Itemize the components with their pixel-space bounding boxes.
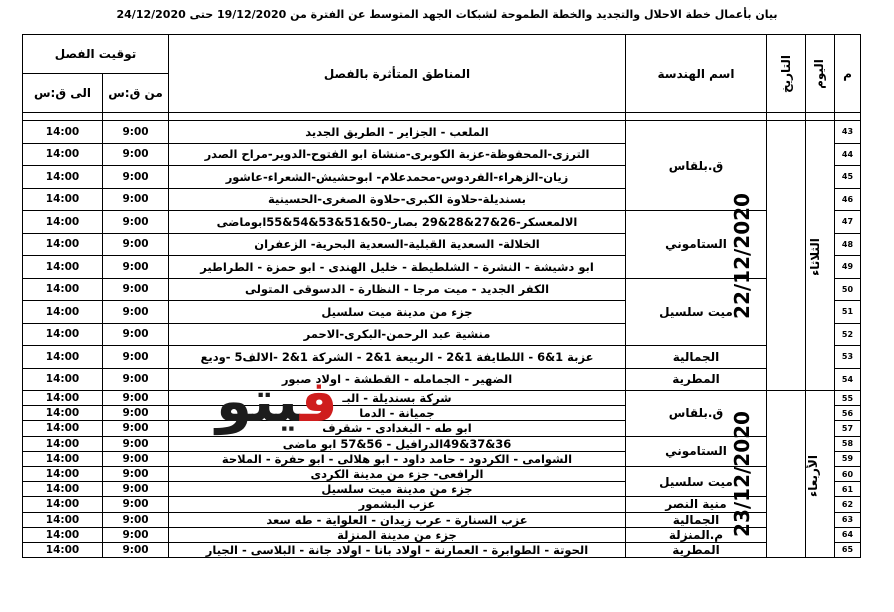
area-cell: الخلالة- السعدية القبلية-السعدية البحرية- الزعفران: [169, 233, 626, 256]
time-from: 9:00: [103, 466, 169, 481]
row-seq: 65: [835, 542, 861, 557]
time-from: 9:00: [103, 301, 169, 324]
area-cell: جميانة - الدما: [169, 406, 626, 421]
row-seq: 51: [835, 301, 861, 324]
row-seq: 60: [835, 466, 861, 481]
time-from: 9:00: [103, 233, 169, 256]
row-seq: 62: [835, 497, 861, 512]
time-to: 14:00: [23, 323, 103, 346]
time-from: 9:00: [103, 421, 169, 436]
row-seq: 56: [835, 406, 861, 421]
time-to: 14:00: [23, 466, 103, 481]
row-seq: 43: [835, 121, 861, 144]
time-to: 14:00: [23, 121, 103, 144]
time-from: 9:00: [103, 188, 169, 211]
time-from: 9:00: [103, 256, 169, 279]
time-to: 14:00: [23, 436, 103, 451]
day-label: الأربعاء: [806, 454, 821, 497]
header-date-label: التاريخ: [778, 54, 793, 93]
area-cell: الرافعى- جزء من مدينة الكردى: [169, 466, 626, 481]
document-title: بيان بأعمال خطة الاحلال والتجديد والخطة الطموحة لشبكات الجهد المتوسط عن الفترة من 19/12/2020 حتى 24/12/2020: [116, 8, 778, 21]
spacer-cell: [103, 113, 169, 121]
time-from: 9:00: [103, 527, 169, 542]
spacer-cell: [626, 113, 767, 121]
engineering-cell: الستاموني: [626, 211, 767, 279]
time-to: 14:00: [23, 391, 103, 406]
row-seq: 45: [835, 166, 861, 189]
schedule-body: [23, 113, 861, 558]
time-from: 9:00: [103, 542, 169, 557]
time-to: 14:00: [23, 482, 103, 497]
spacer-cell: [23, 113, 103, 121]
row-seq: 58: [835, 436, 861, 451]
area-cell: الملعب - الجزاير - الطريق الجديد: [169, 121, 626, 144]
time-from: 9:00: [103, 512, 169, 527]
schedule-table-wrap: [22, 34, 860, 558]
header-day: [806, 35, 835, 113]
date-label: 22/12/2020: [730, 192, 755, 319]
header-date: [767, 35, 806, 113]
time-from: 9:00: [103, 368, 169, 391]
row-seq: 59: [835, 451, 861, 466]
table-row: [23, 346, 861, 369]
area-cell: عزب البشمور: [169, 497, 626, 512]
time-to: 14:00: [23, 143, 103, 166]
time-to: 14:00: [23, 211, 103, 234]
header-from: من ق:س: [103, 74, 169, 113]
day-cell: [806, 121, 835, 391]
time-to: 14:00: [23, 368, 103, 391]
header-areas: المناطق المتأثرة بالفصل: [169, 35, 626, 113]
area-cell: عزب السنارة - عرب زيدان - العلواية - طه سعد: [169, 512, 626, 527]
time-from: 9:00: [103, 121, 169, 144]
engineering-cell: الستاموني: [626, 436, 767, 466]
engineering-cell: م.المنزلة: [626, 527, 767, 542]
time-from: 9:00: [103, 391, 169, 406]
time-from: 9:00: [103, 482, 169, 497]
row-seq: 52: [835, 323, 861, 346]
row-seq: 44: [835, 143, 861, 166]
header-engineering: اسم الهندسة: [626, 35, 767, 113]
area-cell: الشوامى - الكردود - حامد داود - ابو هلالى - ابو حفرة - الملاحة: [169, 451, 626, 466]
area-cell: الالمعسكر-26&27&28&29 بصار-50&51&53&54&55ابوماضى: [169, 211, 626, 234]
engineering-cell: ق.بلقاس: [626, 391, 767, 437]
area-cell: ابو طه - البغدادى - شقرف: [169, 421, 626, 436]
table-row: [23, 542, 861, 557]
time-to: 14:00: [23, 256, 103, 279]
time-to: 14:00: [23, 542, 103, 557]
area-cell: عزبة 1&6 - اللطايفة 1&2 - الربيعة 1&2 - الشركة 1&2 -الالف5 -وديع: [169, 346, 626, 369]
time-from: 9:00: [103, 406, 169, 421]
area-cell: ابو دشيشة - النشرة - الشلطيطة - خليل الهندى - ابو حمزة - الطراطير: [169, 256, 626, 279]
engineering-cell: ميت سلسيل: [626, 466, 767, 496]
spacer-cell: [169, 113, 626, 121]
area-cell: منشية عبد الرحمن-البكرى-الاحمر: [169, 323, 626, 346]
row-seq: 48: [835, 233, 861, 256]
date-label: 23/12/2020: [730, 411, 755, 537]
time-to: 14:00: [23, 451, 103, 466]
row-seq: 55: [835, 391, 861, 406]
time-to: 14:00: [23, 406, 103, 421]
header-timing: توقيت الفصل: [23, 35, 169, 74]
time-from: 9:00: [103, 497, 169, 512]
time-to: 14:00: [23, 166, 103, 189]
spacer-cell: [835, 113, 861, 121]
spacer-cell: [767, 113, 806, 121]
area-cell: شركة بسنديلة - البـ: [169, 391, 626, 406]
time-from: 9:00: [103, 166, 169, 189]
engineering-cell: ميت سلسيل: [626, 278, 767, 346]
row-seq: 64: [835, 527, 861, 542]
time-from: 9:00: [103, 323, 169, 346]
area-cell: جزء من مدينة ميت سلسيل: [169, 482, 626, 497]
watermark-logo: [216, 367, 338, 435]
time-from: 9:00: [103, 143, 169, 166]
table-row: [23, 391, 861, 406]
row-seq: 57: [835, 421, 861, 436]
area-cell: زيان-الزهراء-الفردوس-محمدعلام- ابوحشيش-الشعراء-عاشور: [169, 166, 626, 189]
time-to: 14:00: [23, 278, 103, 301]
time-to: 14:00: [23, 301, 103, 324]
area-cell: الضهير - الجمامله - القطشة - اولاد صبور: [169, 368, 626, 391]
time-to: 14:00: [23, 527, 103, 542]
time-from: 9:00: [103, 451, 169, 466]
table-row: [23, 121, 861, 144]
time-to: 14:00: [23, 233, 103, 256]
day-label: الثلاثاء: [808, 238, 823, 276]
area-cell: جزء من مدينة ميت سلسيل: [169, 301, 626, 324]
engineering-cell: المطرية: [626, 368, 767, 391]
area-cell: جزء من مدينة المنزلة: [169, 527, 626, 542]
row-seq: 63: [835, 512, 861, 527]
row-seq: 53: [835, 346, 861, 369]
area-cell: بسنديلة-حلاوة الكبرى-حلاوة الصغرى-الحسينية: [169, 188, 626, 211]
header-to: الى ق:س: [23, 74, 103, 113]
spacer-row: [23, 113, 861, 121]
row-seq: 46: [835, 188, 861, 211]
engineering-cell: الجمالية: [626, 512, 767, 527]
engineering-cell: الجمالية: [626, 346, 767, 369]
time-to: 14:00: [23, 421, 103, 436]
spacer-cell: [806, 113, 835, 121]
area-cell: 36&37&49الدرافيل - 56&57 ابو ماضى: [169, 436, 626, 451]
area-cell: الحوتة - الطوابرة - العمارنة - اولاد بانا - اولاد جانة - البلاسى - الجيار: [169, 542, 626, 557]
table-row: [23, 368, 861, 391]
engineering-cell: منية النصر: [626, 497, 767, 512]
row-seq: 50: [835, 278, 861, 301]
time-to: 14:00: [23, 188, 103, 211]
time-to: 14:00: [23, 497, 103, 512]
row-seq: 61: [835, 482, 861, 497]
schedule-table: [22, 34, 861, 558]
time-from: 9:00: [103, 346, 169, 369]
time-from: 9:00: [103, 278, 169, 301]
area-cell: الترزى-المحفوظة-عزبة الكوبرى-منشاة ابو الفتوح-الدوير-مراح الصدر: [169, 143, 626, 166]
time-from: 9:00: [103, 211, 169, 234]
row-seq: 54: [835, 368, 861, 391]
row-seq: 47: [835, 211, 861, 234]
time-to: 14:00: [23, 346, 103, 369]
watermark-text: فيتو: [216, 367, 338, 435]
engineering-cell: ق.بلقاس: [626, 121, 767, 211]
header-day-label: اليوم: [812, 58, 827, 89]
header-seq: م: [835, 35, 861, 113]
day-cell: [806, 391, 835, 558]
time-from: 9:00: [103, 436, 169, 451]
engineering-cell: المطرية: [626, 542, 767, 557]
row-seq: 49: [835, 256, 861, 279]
time-to: 14:00: [23, 512, 103, 527]
area-cell: الكفر الجديد - ميت مرجا - النظارة - الدسوقى المتولى: [169, 278, 626, 301]
